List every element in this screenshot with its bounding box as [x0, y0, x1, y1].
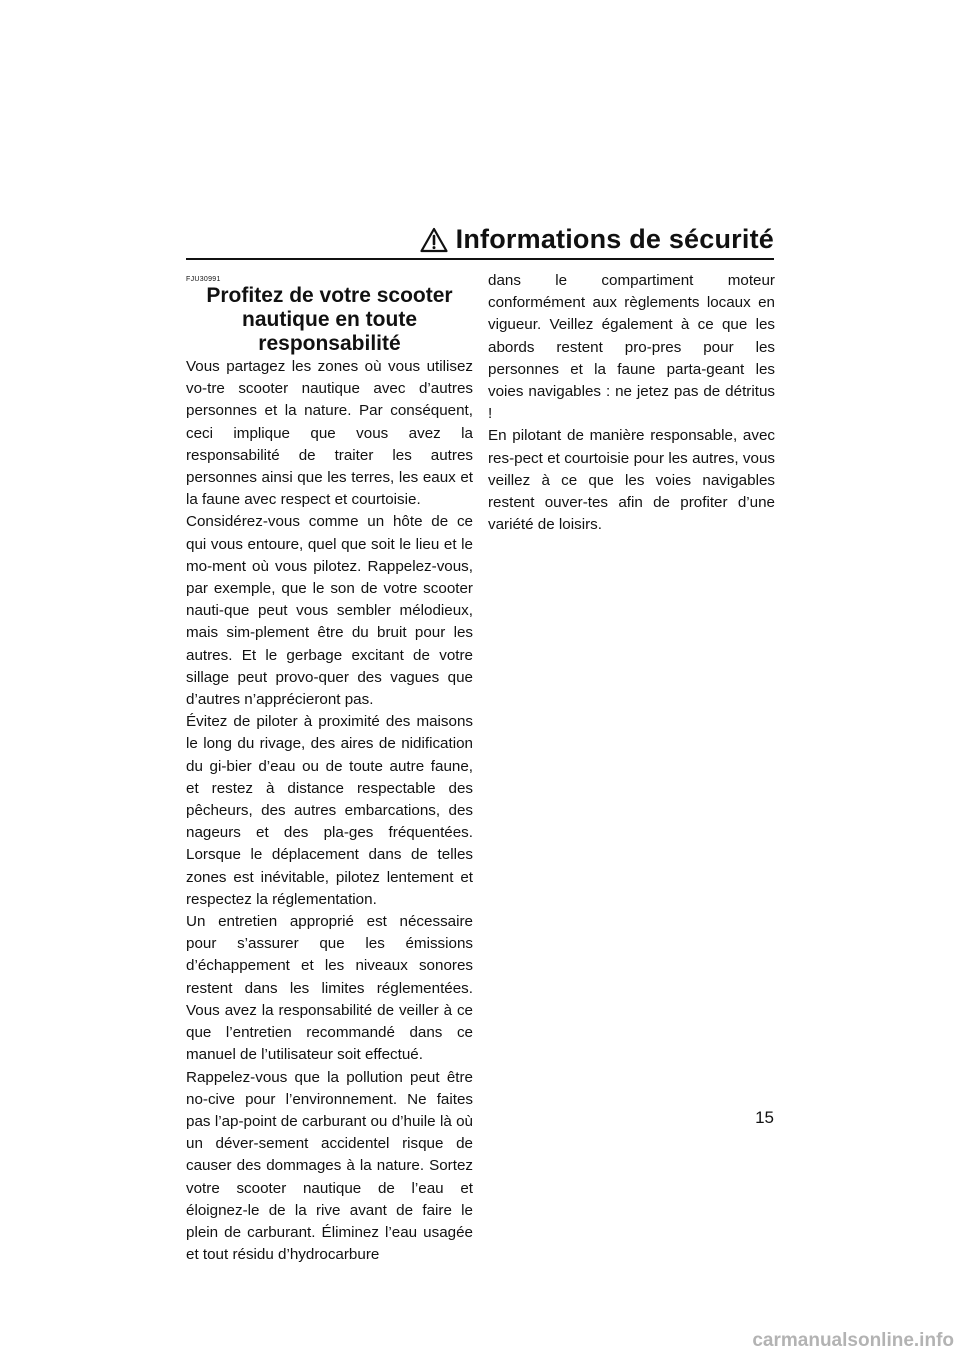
paragraph: En pilotant de manière responsable, avec res-pect et courtoisie pour les autres, vous veillez à ce que les voies navigables restent ouver-tes afin de profiter d’une variété de loisirs. [488, 427, 775, 534]
header-title-group [420, 224, 774, 255]
section-title: Profitez de votre scooter nautique en toute responsabilité [206, 284, 453, 355]
right-column [488, 270, 775, 536]
section-code: FJU30991 [186, 276, 221, 283]
header-title: Informations de sécurité [455, 224, 774, 254]
paragraph: Considérez-vous comme un hôte de ce qui vous entoure, quel que soit le lieu et le mo-ment où vous pilotez. Rappelez-vous, par exemple, que le son de votre scooter nauti-que peut vous sembler mélodieux, mais sim-plement être du bruit pour les autres. Et le gerbage excitant de votre sillage peut provo-quer des vagues que d’autres n’apprécieront pas. [186, 513, 473, 709]
watermark: carmanualsonline.info [752, 1330, 954, 1351]
page-header [186, 222, 774, 260]
page-number: 15 [755, 1108, 774, 1127]
paragraph: Évitez de piloter à proximité des maisons le long du rivage, des aires de nidification du gi-bier d’eau ou de toute autre faune, et restez à distance respectable des pêcheurs, des autres embarcations, des nageurs et des pla-ges fréquentées. Lorsque le déplacement dans de telles zones est inévitable, pilotez lentement et respectez la réglementation. [186, 713, 473, 908]
warning-triangle-icon [420, 227, 448, 253]
paragraph: dans le compartiment moteur conformément aux règlements locaux en vigueur. Veillez également à ce que les abords restent pro-pres pour les personnes et la faune parta-geant les voies navigables : ne jetez pas de détritus ! [488, 272, 775, 423]
paragraph: Vous partagez les zones où vous utilisez vo-tre scooter nautique avec d’autres personnes et la nature. Par conséquent, ceci implique que vous avez la responsabilité de traiter les autres personnes ainsi que les terres, les eaux et la faune avec respect et courtoisie. [186, 358, 473, 509]
left-column [186, 276, 473, 1266]
paragraph: Un entretien approprié est nécessaire pour s’assurer que les émissions d’échappement et les niveaux sonores restent dans les limites réglementées. Vous avez la responsabilité de veiller à ce que l’entretien recommandé dans ce manuel de l’utilisateur soit effectué. [186, 913, 473, 1064]
paragraph: Rappelez-vous que la pollution peut être no-cive pour l’environnement. Ne faites pas l’ap-point de carburant ou d’huile là où un déver-sement accidentel risque de causer des dommages à la nature. Sortez votre scooter nautique de l’eau et éloignez-le de la rive avant de faire le plein de carburant. Éliminez l’eau usagée et tout résidu d’hydrocarbure [186, 1068, 473, 1264]
